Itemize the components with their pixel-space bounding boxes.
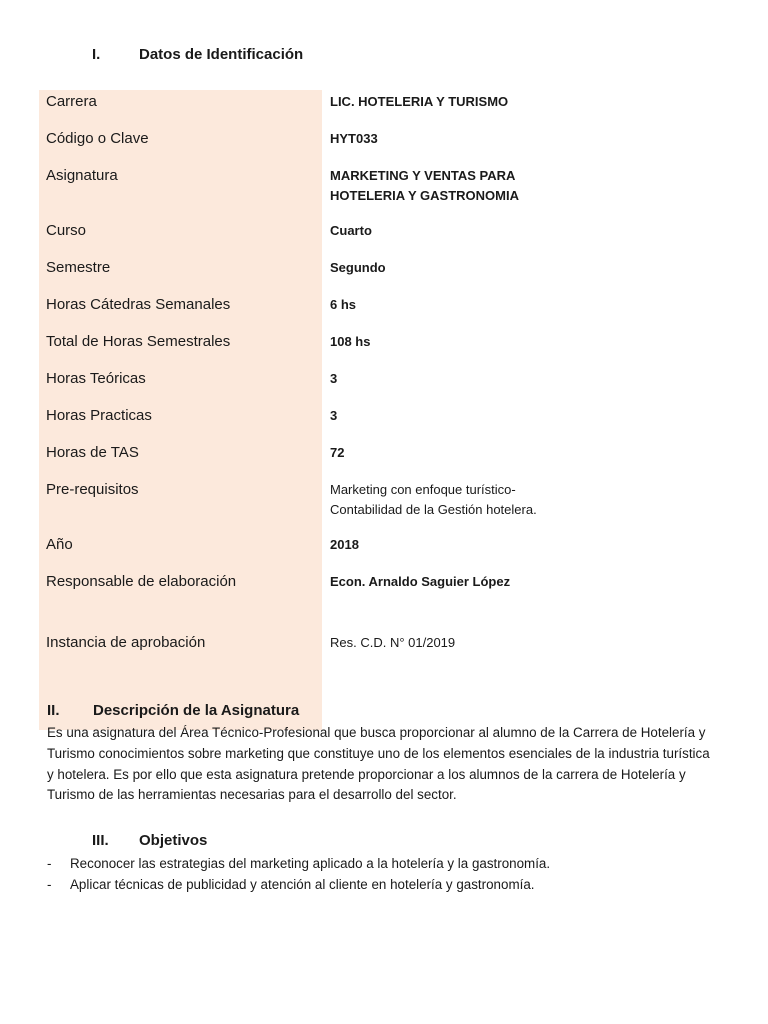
objective-text: Aplicar técnicas de publicidad y atención al cliente en hotelería y gastronomía. — [70, 877, 535, 892]
row-label: Horas Teóricas — [39, 367, 322, 404]
row-value: 72 — [330, 445, 345, 460]
table-row — [39, 478, 579, 533]
table-row — [39, 164, 579, 219]
section-number: I. — [92, 46, 101, 63]
table-row — [39, 293, 579, 330]
row-value: Econ. Arnaldo Saguier López — [330, 574, 511, 589]
row-label: Horas Cátedras Semanales — [39, 293, 322, 330]
row-value: HYT033 — [330, 131, 378, 146]
row-value: Segundo — [330, 260, 386, 275]
row-label: Horas de TAS — [39, 441, 322, 478]
row-value: Cuarto — [330, 223, 372, 238]
row-value: 6 hs — [330, 297, 357, 312]
row-label: Asignatura — [39, 164, 322, 219]
section-heading-objetivos — [92, 832, 207, 849]
row-value: Res. C.D. N° 01/2019 — [330, 635, 456, 650]
row-label: Código o Clave — [39, 127, 322, 164]
table-row — [39, 219, 579, 256]
objectives-list — [47, 853, 550, 895]
row-value: 108 hs — [330, 334, 371, 349]
row-label: Total de Horas Semestrales — [39, 330, 322, 367]
section-title: Datos de Identificación — [139, 46, 304, 63]
list-item — [47, 874, 550, 895]
row-label: Instancia de aprobación — [39, 631, 322, 730]
row-label: Curso — [39, 219, 322, 256]
section-number: II. — [47, 702, 60, 719]
table-row — [39, 256, 579, 293]
identification-table — [39, 90, 579, 730]
section-heading-identificacion — [92, 46, 303, 63]
row-label: Semestre — [39, 256, 322, 293]
bullet-dash: - — [47, 877, 52, 892]
table-row — [39, 90, 579, 127]
row-value: 3 — [330, 408, 338, 423]
row-value: MARKETING Y VENTAS PARA HOTELERIA Y GASTRONOMIA — [330, 168, 519, 203]
section-heading-descripcion — [47, 702, 299, 719]
table-row — [39, 367, 579, 404]
table-row — [39, 330, 579, 367]
table-row — [39, 441, 579, 478]
section-number: III. — [92, 832, 109, 849]
row-label: Carrera — [39, 90, 322, 127]
table-row — [39, 127, 579, 164]
table-row — [39, 533, 579, 570]
row-value: 3 — [330, 371, 338, 386]
description-paragraph: Es una asignatura del Área Técnico-Profesional que busca proporcionar al alumno de la Carrera de Hotelería y Turismo conocimientos sobre marketing que constituye uno de los elementos esenciales de la industria turística y hotelera. Es por ello que esta asignatura pretende proporcionar a los alumnos de la carrera de Hotelería y Turismo de las herramientas necesarias para el desarrollo del sector. — [47, 725, 710, 803]
row-label: Año — [39, 533, 322, 570]
row-label: Responsable de elaboración — [39, 570, 322, 631]
table-row — [39, 404, 579, 441]
row-value: LIC. HOTELERIA Y TURISMO — [330, 94, 509, 109]
row-value: Marketing con enfoque turístico- Contabilidad de la Gestión hotelera. — [330, 482, 537, 517]
section-title: Descripción de la Asignatura — [93, 702, 300, 719]
list-item — [47, 853, 550, 874]
row-value: 2018 — [330, 537, 359, 552]
table-row — [39, 570, 579, 631]
objective-text: Reconocer las estrategias del marketing aplicado a la hotelería y la gastronomía. — [70, 856, 551, 871]
section-title: Objetivos — [139, 832, 208, 849]
bullet-dash: - — [47, 856, 52, 871]
row-label: Pre-requisitos — [39, 478, 322, 533]
row-label: Horas Practicas — [39, 404, 322, 441]
